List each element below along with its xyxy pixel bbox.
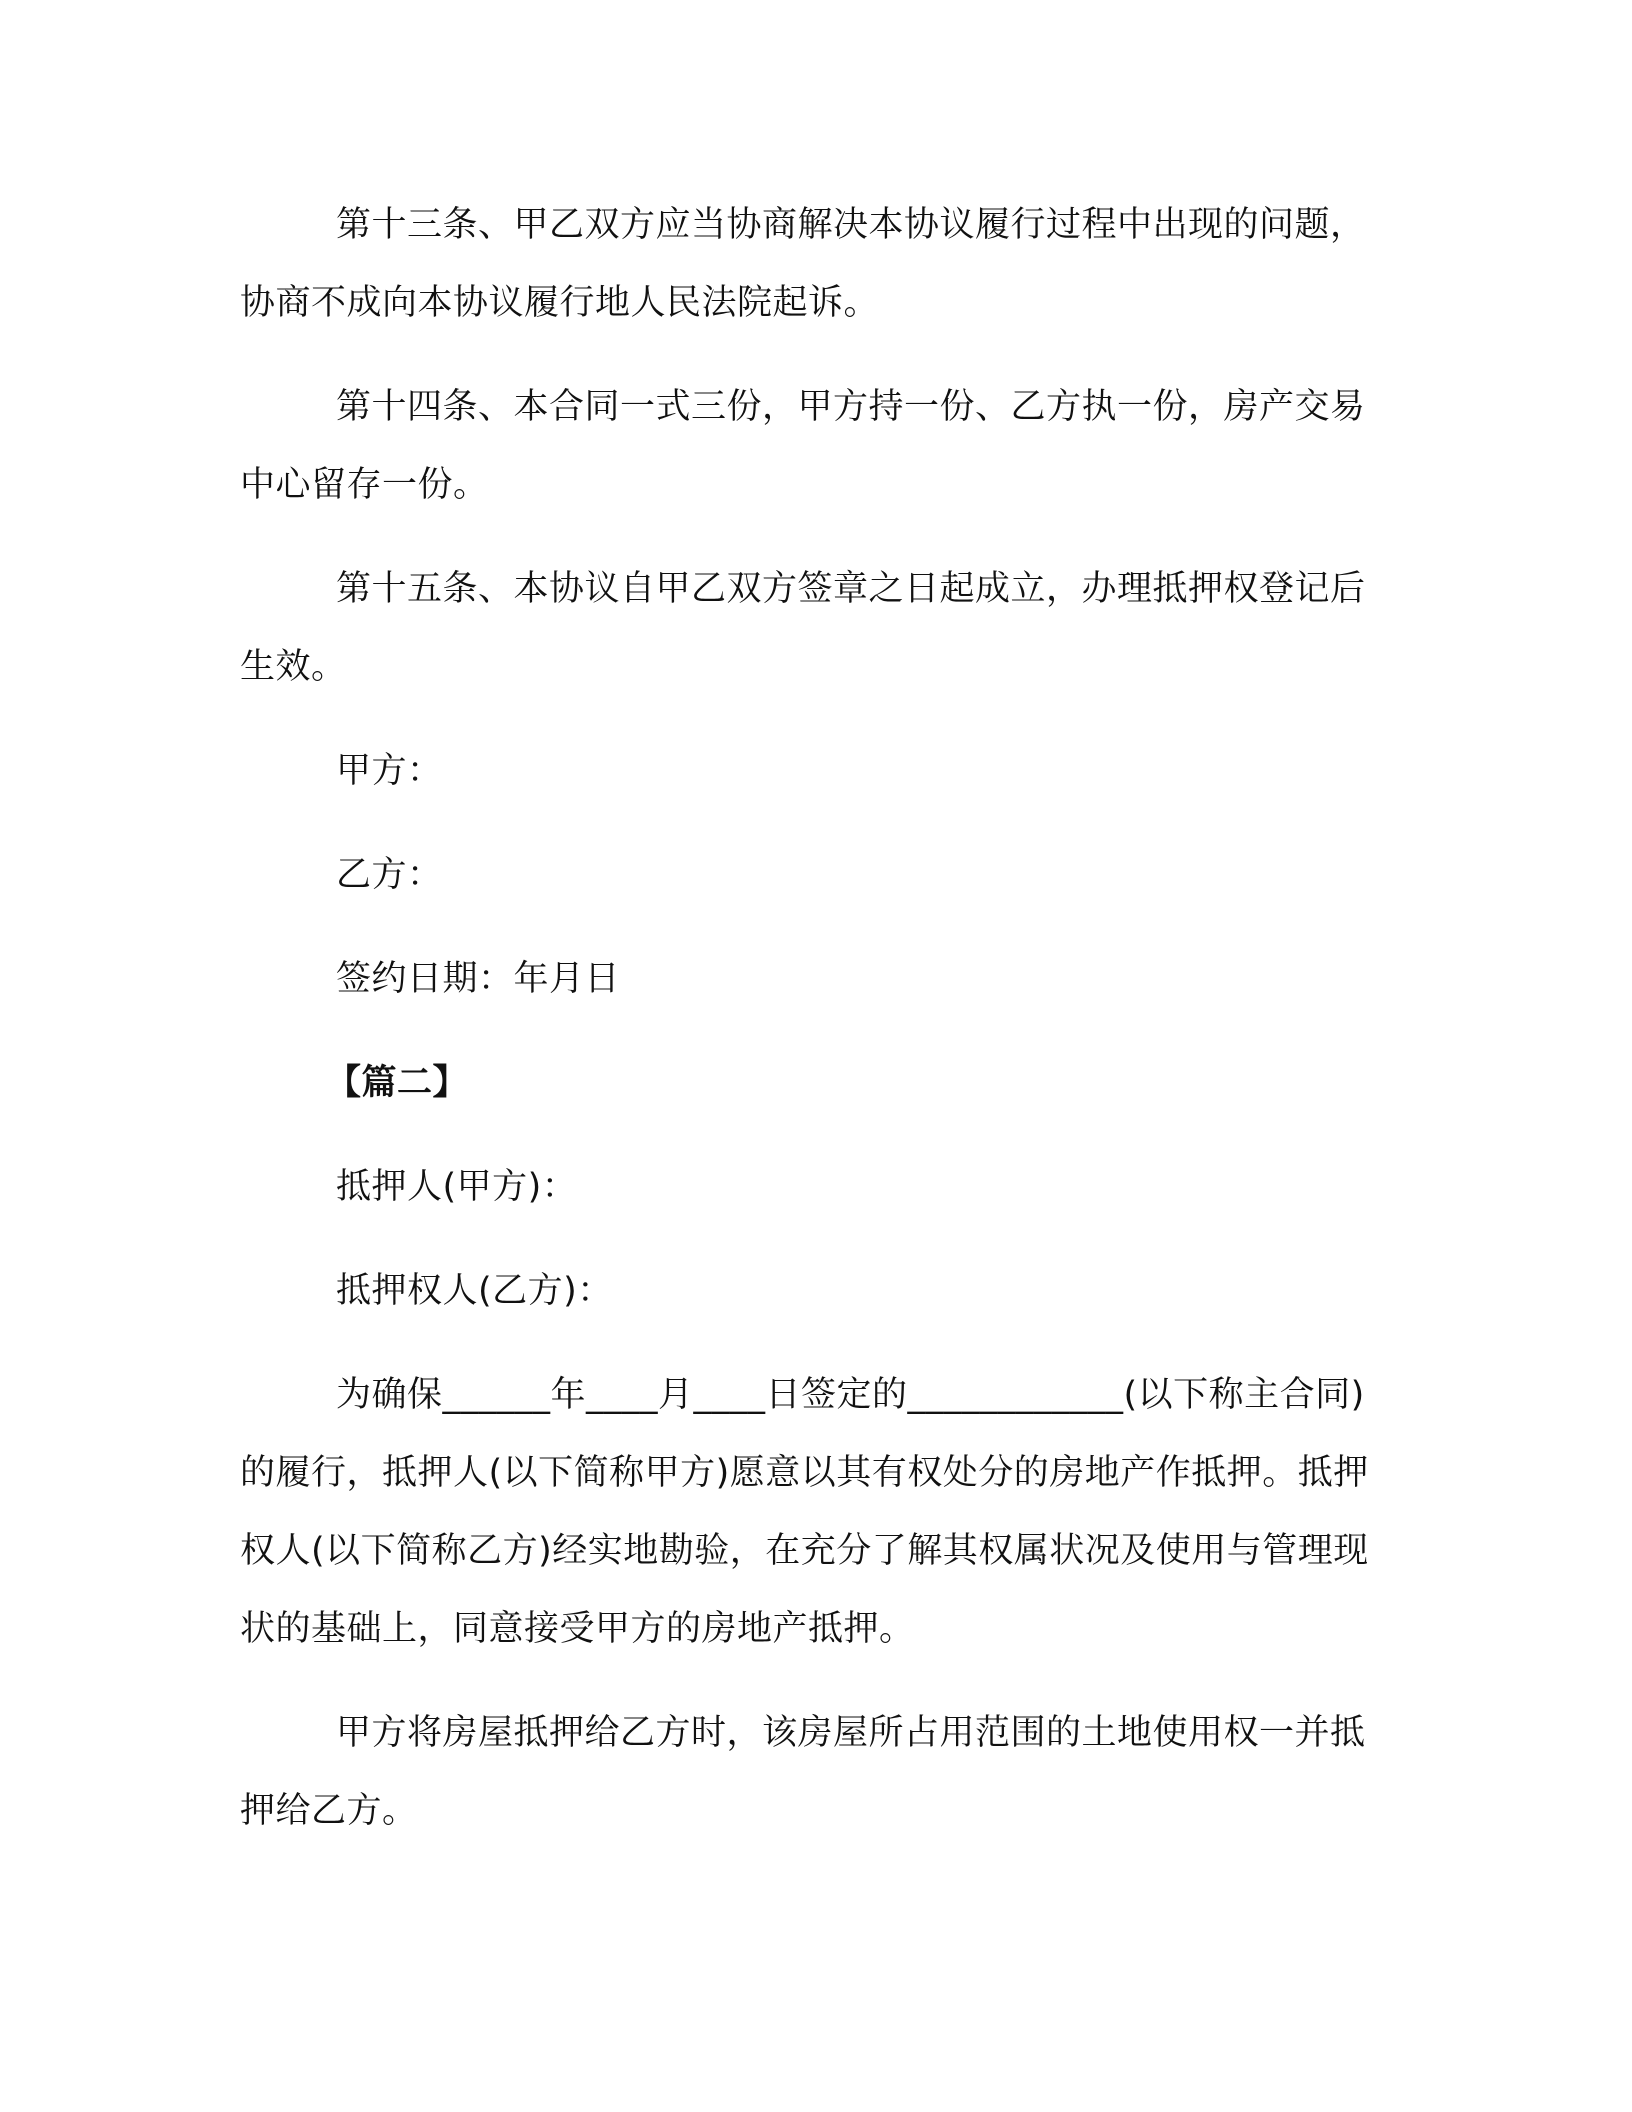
- article-15: 第十五条、本协议自甲乙双方签章之日起成立，办理抵押权登记后生效。: [240, 569, 1366, 687]
- party-a-signature-line: 甲方：: [336, 751, 443, 791]
- article-14: 第十四条、本合同一式三份，甲方持一份、乙方执一份，房产交易中心留存一份。: [240, 387, 1366, 505]
- party-b-signature-line: 乙方：: [336, 855, 443, 895]
- preamble-paragraph: 为确保______年____月____日签定的____________(以下称主合同)的履行，抵押人(以下简称甲方)愿意以其有权处分的房地产作抵押。抵押权人(以下简称乙方)经实地勘验，在充分了解其权属状况及使用与管理现状的基础上，同意接受甲方的房地产抵押。: [240, 1375, 1369, 1649]
- land-use-right-paragraph: 甲方将房屋抵押给乙方时，该房屋所占用范围的土地使用权一并抵押给乙方。: [240, 1713, 1366, 1831]
- article-13: 第十三条、甲乙双方应当协商解决本协议履行过程中出现的问题，协商不成向本协议履行地人民法院起诉。: [240, 205, 1366, 323]
- section-heading: 【篇二】: [326, 1063, 469, 1103]
- signing-date-line: 签约日期：年月日: [336, 959, 621, 999]
- document-body: [240, 186, 1390, 1876]
- mortgagor-line: 抵押人(甲方)：: [336, 1167, 578, 1207]
- mortgagee-line: 抵押权人(乙方)：: [336, 1271, 613, 1311]
